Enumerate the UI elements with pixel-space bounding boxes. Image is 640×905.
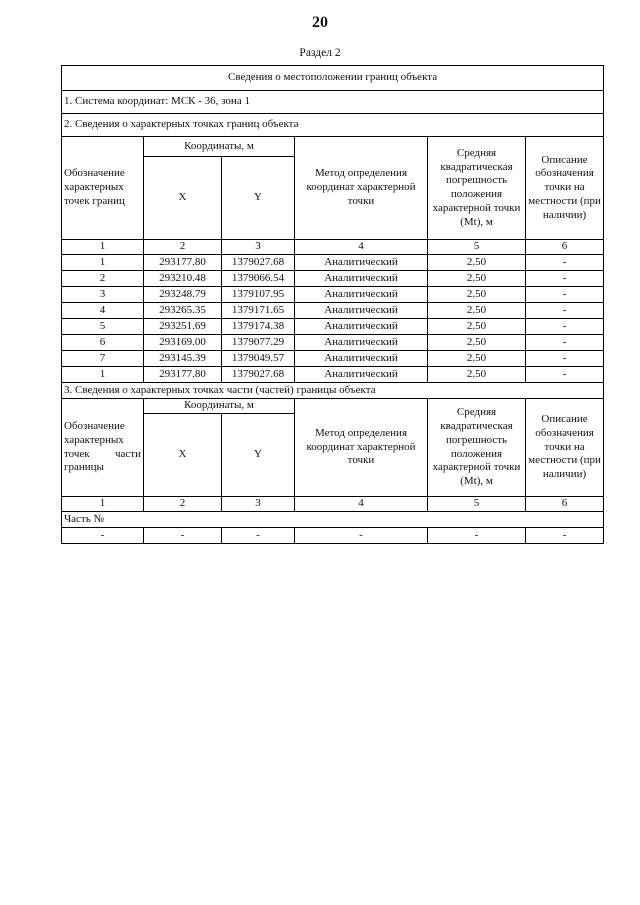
description: - <box>526 319 604 335</box>
col-number: 3 <box>222 497 295 512</box>
point-number: 5 <box>62 319 144 335</box>
coord-x: 293251.69 <box>144 319 222 335</box>
table-row <box>62 255 604 271</box>
accuracy: 2.50 <box>428 255 526 271</box>
col-number: 1 <box>62 240 144 255</box>
header-x: X <box>144 157 222 240</box>
parts-column-numbers-row <box>62 497 604 512</box>
description: - <box>526 255 604 271</box>
point-number: 1 <box>62 367 144 383</box>
point-number: 4 <box>62 303 144 319</box>
boundary-table <box>61 65 604 544</box>
header-point-designation: Обозначение характерных точек границ <box>62 137 144 240</box>
accuracy: 2.50 <box>428 367 526 383</box>
section-title: Раздел 2 <box>299 47 341 59</box>
table-row <box>62 319 604 335</box>
table-row <box>62 287 604 303</box>
table-row <box>62 351 604 367</box>
method: Аналитический <box>295 351 428 367</box>
point-number: 3 <box>62 287 144 303</box>
coord-y: 1379049.57 <box>222 351 295 367</box>
accuracy: 2.50 <box>428 287 526 303</box>
point-number: 7 <box>62 351 144 367</box>
col-number: 6 <box>526 497 604 512</box>
col-number: 5 <box>428 497 526 512</box>
parts-header-point-designation: Обозначение характерных точек части границы <box>62 399 144 497</box>
header-y: Y <box>222 157 295 240</box>
description: - <box>526 367 604 383</box>
col-number: 4 <box>295 497 428 512</box>
coord-y: 1379107.95 <box>222 287 295 303</box>
parts-header-y: Y <box>222 414 295 497</box>
coord-x: 293248.79 <box>144 287 222 303</box>
table-row <box>62 271 604 287</box>
points-heading: 2. Сведения о характерных точках границ объекта <box>62 114 604 137</box>
header-description: Описание обозначения точки на местности (при наличии) <box>526 137 604 240</box>
table-row <box>62 335 604 351</box>
description: - <box>526 351 604 367</box>
header-coordinates: Координаты, м <box>144 137 295 157</box>
coord-x: 293210.48 <box>144 271 222 287</box>
col-number: 6 <box>526 240 604 255</box>
coord-x: 293177.80 <box>144 255 222 271</box>
coord-x: 293169.00 <box>144 335 222 351</box>
col-number: 5 <box>428 240 526 255</box>
coord-y: 1379171.65 <box>222 303 295 319</box>
method: Аналитический <box>295 271 428 287</box>
accuracy: 2.50 <box>428 271 526 287</box>
coord-y: 1379077.29 <box>222 335 295 351</box>
column-numbers-row <box>62 240 604 255</box>
page-number: 20 <box>312 14 328 31</box>
table-title: Сведения о местоположении границ объекта <box>62 66 604 91</box>
coord-x: 293177.80 <box>144 367 222 383</box>
accuracy: 2.50 <box>428 335 526 351</box>
part-cell: - <box>428 528 526 544</box>
header-accuracy: Средняя квадратическая погрешность положения характерной точки (Mt), м <box>428 137 526 240</box>
parts-header-description: Описание обозначения точки на местности (при наличии) <box>526 399 604 497</box>
header-method: Метод определения координат характерной точки <box>295 137 428 240</box>
accuracy: 2.50 <box>428 319 526 335</box>
point-number: 1 <box>62 255 144 271</box>
coord-x: 293265.35 <box>144 303 222 319</box>
part-cell: - <box>62 528 144 544</box>
method: Аналитический <box>295 287 428 303</box>
description: - <box>526 335 604 351</box>
coord-y: 1379174.38 <box>222 319 295 335</box>
description: - <box>526 303 604 319</box>
method: Аналитический <box>295 335 428 351</box>
part-row <box>62 528 604 544</box>
col-number: 2 <box>144 240 222 255</box>
coord-system: 1. Система координат: МСК - 36, зона 1 <box>62 91 604 114</box>
parts-header-coordinates: Координаты, м <box>144 399 295 414</box>
parts-header-accuracy: Средняя квадратическая погрешность положения характерной точки (Mt), м <box>428 399 526 497</box>
part-cell: - <box>526 528 604 544</box>
method: Аналитический <box>295 303 428 319</box>
col-number: 2 <box>144 497 222 512</box>
point-number: 2 <box>62 271 144 287</box>
parts-header-x: X <box>144 414 222 497</box>
part-label: Часть № <box>62 512 604 528</box>
coord-y: 1379027.68 <box>222 255 295 271</box>
col-number: 3 <box>222 240 295 255</box>
parts-heading: 3. Сведения о характерных точках части (частей) границы объекта <box>62 383 604 399</box>
parts-header-method: Метод определения координат характерной точки <box>295 399 428 497</box>
method: Аналитический <box>295 367 428 383</box>
point-number: 6 <box>62 335 144 351</box>
description: - <box>526 271 604 287</box>
description: - <box>526 287 604 303</box>
col-number: 4 <box>295 240 428 255</box>
method: Аналитический <box>295 319 428 335</box>
coord-x: 293145.39 <box>144 351 222 367</box>
col-number: 1 <box>62 497 144 512</box>
coord-y: 1379027.68 <box>222 367 295 383</box>
accuracy: 2.50 <box>428 303 526 319</box>
part-cell: - <box>144 528 222 544</box>
accuracy: 2.50 <box>428 351 526 367</box>
part-cell: - <box>295 528 428 544</box>
method: Аналитический <box>295 255 428 271</box>
coord-y: 1379066.54 <box>222 271 295 287</box>
table-row <box>62 303 604 319</box>
table-row <box>62 367 604 383</box>
part-cell: - <box>222 528 295 544</box>
